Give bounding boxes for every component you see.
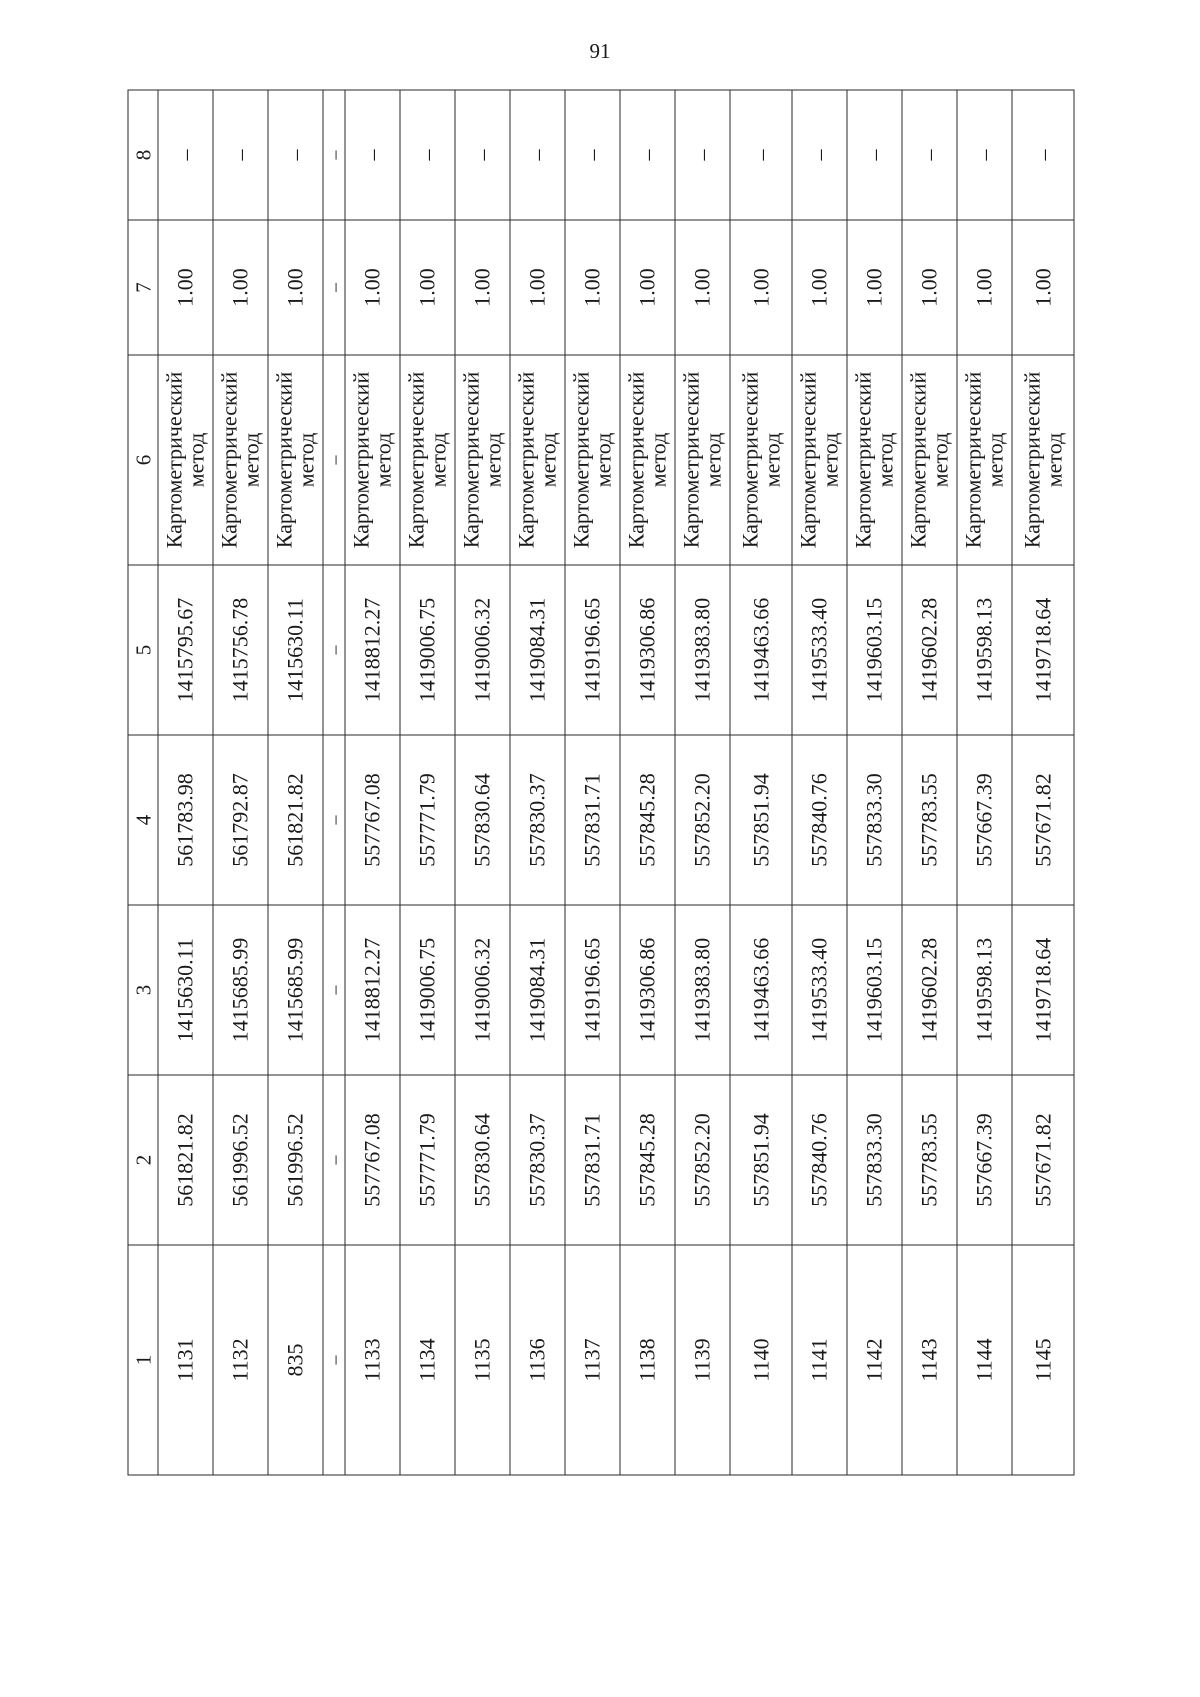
- table-cell: 1135: [455, 1245, 510, 1475]
- table-cell: 1145: [1012, 1245, 1074, 1475]
- table-cell: –: [323, 735, 345, 905]
- table-cell: 1419463.66: [730, 565, 792, 735]
- table-cell: 1415795.67: [158, 565, 213, 735]
- method-line-1: Картометрический: [795, 371, 821, 548]
- table-cell: 1419306.86: [620, 905, 675, 1075]
- method-line-2: метод: [293, 432, 319, 487]
- table-cell: –: [455, 90, 510, 220]
- table-cell: 1419006.32: [455, 565, 510, 735]
- table-cell: 1419196.65: [565, 565, 620, 735]
- method-line-1: Картометрический: [458, 371, 484, 548]
- table-cell: 1419718.64: [1012, 565, 1074, 735]
- table-row: [510, 90, 565, 1475]
- method-line-2: метод: [759, 432, 784, 487]
- method-line-1: Картометрический: [216, 371, 242, 548]
- method-cell: [847, 355, 902, 565]
- method-cell: [455, 355, 510, 565]
- table-cell: 1415756.78: [213, 565, 268, 735]
- method-line-2: метод: [817, 432, 843, 487]
- table-cell: 1134: [400, 1245, 455, 1475]
- table-cell: 1.00: [792, 220, 847, 355]
- table-cell: 557830.64: [455, 735, 510, 905]
- header-cell: 1: [128, 1245, 158, 1475]
- table-cell: 1419006.32: [455, 905, 510, 1075]
- table-cell: 1419598.13: [957, 565, 1012, 735]
- method-cell: [565, 355, 620, 565]
- table-cell: –: [730, 90, 792, 220]
- method-line-1: Картометрический: [271, 371, 297, 548]
- method-line-1: Картометрический: [737, 371, 762, 548]
- table-cell: 1131: [158, 1245, 213, 1475]
- method-line-1: Картометрический: [348, 371, 374, 548]
- table-cell: 557851.94: [730, 735, 792, 905]
- table-cell: –: [400, 90, 455, 220]
- table-cell: –: [213, 90, 268, 220]
- table-row: [213, 90, 268, 1475]
- method-cell: [268, 355, 323, 565]
- table-cell: 561996.52: [268, 1075, 323, 1245]
- table-cell: –: [323, 1245, 345, 1475]
- table-row: [455, 90, 510, 1475]
- table-cell: –: [323, 1075, 345, 1245]
- table-cell: –: [323, 220, 345, 355]
- table-cell: 557767.08: [345, 1075, 400, 1245]
- table-row: [345, 90, 400, 1475]
- header-cell: 6: [128, 355, 158, 565]
- method-cell: [1012, 355, 1074, 565]
- table-cell: 1143: [902, 1245, 957, 1475]
- table-cell: 557840.76: [792, 735, 847, 905]
- method-line-1: Картометрический: [623, 371, 649, 548]
- table-cell: 1419084.31: [510, 565, 565, 735]
- table-cell: 1415630.11: [268, 565, 323, 735]
- table-row: [957, 90, 1012, 1475]
- table-cell: 1.00: [565, 220, 620, 355]
- table-cell: 557852.20: [675, 1075, 730, 1245]
- method-line-2: метод: [425, 432, 451, 487]
- table-cell: 561821.82: [158, 1075, 213, 1245]
- table-cell: 1.00: [847, 220, 902, 355]
- table-cell: 1419602.28: [902, 565, 957, 735]
- table-cell: 1132: [213, 1245, 268, 1475]
- table-cell: 1138: [620, 1245, 675, 1475]
- table-cell: 1419603.15: [847, 565, 902, 735]
- table-cell: 1419306.86: [620, 565, 675, 735]
- table-cell: –: [847, 90, 902, 220]
- table-row: [902, 90, 957, 1475]
- table-cell: 1415630.11: [158, 905, 213, 1075]
- header-cell: 4: [128, 735, 158, 905]
- method-cell: [730, 355, 792, 565]
- method-line-2: метод: [535, 432, 561, 487]
- method-line-2: метод: [645, 432, 671, 487]
- method-line-1: Картометрический: [568, 371, 594, 548]
- method-line-1: Картометрический: [403, 371, 429, 548]
- method-line-1: Картометрический: [850, 371, 876, 548]
- table-cell: 557671.82: [1012, 735, 1074, 905]
- table-cell: 557845.28: [620, 735, 675, 905]
- table-cell: –: [510, 90, 565, 220]
- method-cell: [902, 355, 957, 565]
- table-cell: 1419084.31: [510, 905, 565, 1075]
- table-row: [620, 90, 675, 1475]
- table-cell: –: [323, 90, 345, 220]
- table-cell: 557851.94: [730, 1075, 792, 1245]
- method-line-2: метод: [927, 432, 953, 487]
- method-line-2: метод: [480, 432, 506, 487]
- table-cell: –: [957, 90, 1012, 220]
- table-cell: 557830.64: [455, 1075, 510, 1245]
- table-cell: 1419383.80: [675, 565, 730, 735]
- table-cell: 557831.71: [565, 735, 620, 905]
- table-cell: –: [345, 90, 400, 220]
- table-cell: 557831.71: [565, 1075, 620, 1245]
- table-cell: 1419718.64: [1012, 905, 1074, 1075]
- table-cell: 557845.28: [620, 1075, 675, 1245]
- table-cell: 1.00: [213, 220, 268, 355]
- header-cell: 7: [128, 220, 158, 355]
- method-line-1: Картометрический: [905, 371, 931, 548]
- table-cell: 1.00: [730, 220, 792, 355]
- table-header-row: [128, 90, 158, 1475]
- method-line-1: Картометрический: [161, 371, 187, 548]
- table-cell: 557667.39: [957, 735, 1012, 905]
- header-cell: 5: [128, 565, 158, 735]
- table-cell: 1419602.28: [902, 905, 957, 1075]
- table-row: [792, 90, 847, 1475]
- table-cell: 561792.87: [213, 735, 268, 905]
- table-cell: –: [323, 565, 345, 735]
- table-cell: 557833.30: [847, 735, 902, 905]
- method-line-2: метод: [700, 432, 726, 487]
- table-cell: –: [792, 90, 847, 220]
- table-cell: 1419383.80: [675, 905, 730, 1075]
- table-cell: 1419006.75: [400, 565, 455, 735]
- table-cell: 1419533.40: [792, 565, 847, 735]
- header-cell: 8: [128, 90, 158, 220]
- table-cell: 561783.98: [158, 735, 213, 905]
- table-cell: 1.00: [268, 220, 323, 355]
- table-cell: 561821.82: [268, 735, 323, 905]
- header-cell: 3: [128, 905, 158, 1075]
- table-cell: –: [675, 90, 730, 220]
- method-cell: [345, 355, 400, 565]
- method-cell: [158, 355, 213, 565]
- method-cell: [323, 355, 345, 565]
- method-cell: [957, 355, 1012, 565]
- table-cell: 1.00: [345, 220, 400, 355]
- method-cell: [213, 355, 268, 565]
- method-line-2: метод: [982, 432, 1008, 487]
- table-cell: 1141: [792, 1245, 847, 1475]
- table-row: [400, 90, 455, 1475]
- method-cell: [792, 355, 847, 565]
- table-cell: 561996.52: [213, 1075, 268, 1245]
- table-row: [565, 90, 620, 1475]
- method-cell: [675, 355, 730, 565]
- method-line-2: метод: [1041, 432, 1066, 487]
- table-cell: 1419196.65: [565, 905, 620, 1075]
- method-line-1: Картометрический: [513, 371, 539, 548]
- table-cell: 1419533.40: [792, 905, 847, 1075]
- table-cell: 1419598.13: [957, 905, 1012, 1075]
- table-cell: –: [323, 905, 345, 1075]
- table-cell: 557852.20: [675, 735, 730, 905]
- coordinates-table-wrapper: [128, 90, 1066, 1475]
- table-cell: 557671.82: [1012, 1075, 1074, 1245]
- table-cell: –: [902, 90, 957, 220]
- table-cell: 1139: [675, 1245, 730, 1475]
- table-cell: 557783.55: [902, 1075, 957, 1245]
- table-row: [730, 90, 792, 1475]
- table-row: [847, 90, 902, 1475]
- table-cell: 1133: [345, 1245, 400, 1475]
- method-cell: [400, 355, 455, 565]
- table-row: [268, 90, 323, 1475]
- table-cell: 1.00: [158, 220, 213, 355]
- method-line-2: метод: [183, 432, 209, 487]
- table-cell: 1136: [510, 1245, 565, 1475]
- table-cell: 1.00: [455, 220, 510, 355]
- page-number: 91: [589, 39, 611, 63]
- table-cell: 1415685.99: [268, 905, 323, 1075]
- table-cell: 1.00: [675, 220, 730, 355]
- method-line-2: метод: [590, 432, 616, 487]
- method-line-2: метод: [238, 432, 264, 487]
- table-cell: 1140: [730, 1245, 792, 1475]
- table-cell: 1415685.99: [213, 905, 268, 1075]
- table-cell: 557667.39: [957, 1075, 1012, 1245]
- table-cell: –: [565, 90, 620, 220]
- table-cell: 557771.79: [400, 735, 455, 905]
- table-cell: 1.00: [400, 220, 455, 355]
- table-cell: 1.00: [510, 220, 565, 355]
- header-cell: 2: [128, 1075, 158, 1245]
- coordinates-table: [128, 89, 1075, 1475]
- table-cell: 1419603.15: [847, 905, 902, 1075]
- method-line-1: –: [324, 455, 344, 464]
- method-line-1: Картометрический: [1019, 371, 1044, 548]
- table-cell: –: [158, 90, 213, 220]
- table-cell: 557833.30: [847, 1075, 902, 1245]
- table-cell: –: [620, 90, 675, 220]
- table-cell: 1142: [847, 1245, 902, 1475]
- table-cell: –: [268, 90, 323, 220]
- table-cell: 1419006.75: [400, 905, 455, 1075]
- table-cell: 1144: [957, 1245, 1012, 1475]
- table-row: [158, 90, 213, 1475]
- table-row: [1012, 90, 1074, 1475]
- table-cell: 557840.76: [792, 1075, 847, 1245]
- method-line-2: метод: [370, 432, 396, 487]
- table-cell: 1418812.27: [345, 565, 400, 735]
- table-cell: 557830.37: [510, 735, 565, 905]
- method-line-1: Картометрический: [960, 371, 986, 548]
- table-cell: 1.00: [620, 220, 675, 355]
- table-cell: 557771.79: [400, 1075, 455, 1245]
- table-cell: 1137: [565, 1245, 620, 1475]
- table-cell: 557767.08: [345, 735, 400, 905]
- table-cell: –: [1012, 90, 1074, 220]
- method-cell: [620, 355, 675, 565]
- table-cell: 1.00: [1012, 220, 1074, 355]
- method-line-1: Картометрический: [678, 371, 704, 548]
- table-cell: 835: [268, 1245, 323, 1475]
- method-line-2: метод: [872, 432, 898, 487]
- table-cell: 557783.55: [902, 735, 957, 905]
- table-cell: 1.00: [902, 220, 957, 355]
- table-cell: 1.00: [957, 220, 1012, 355]
- table-row: [675, 90, 730, 1475]
- method-cell: [510, 355, 565, 565]
- table-cell: 1418812.27: [345, 905, 400, 1075]
- table-cell: 557830.37: [510, 1075, 565, 1245]
- table-cell: 1419463.66: [730, 905, 792, 1075]
- table-row: [323, 90, 345, 1475]
